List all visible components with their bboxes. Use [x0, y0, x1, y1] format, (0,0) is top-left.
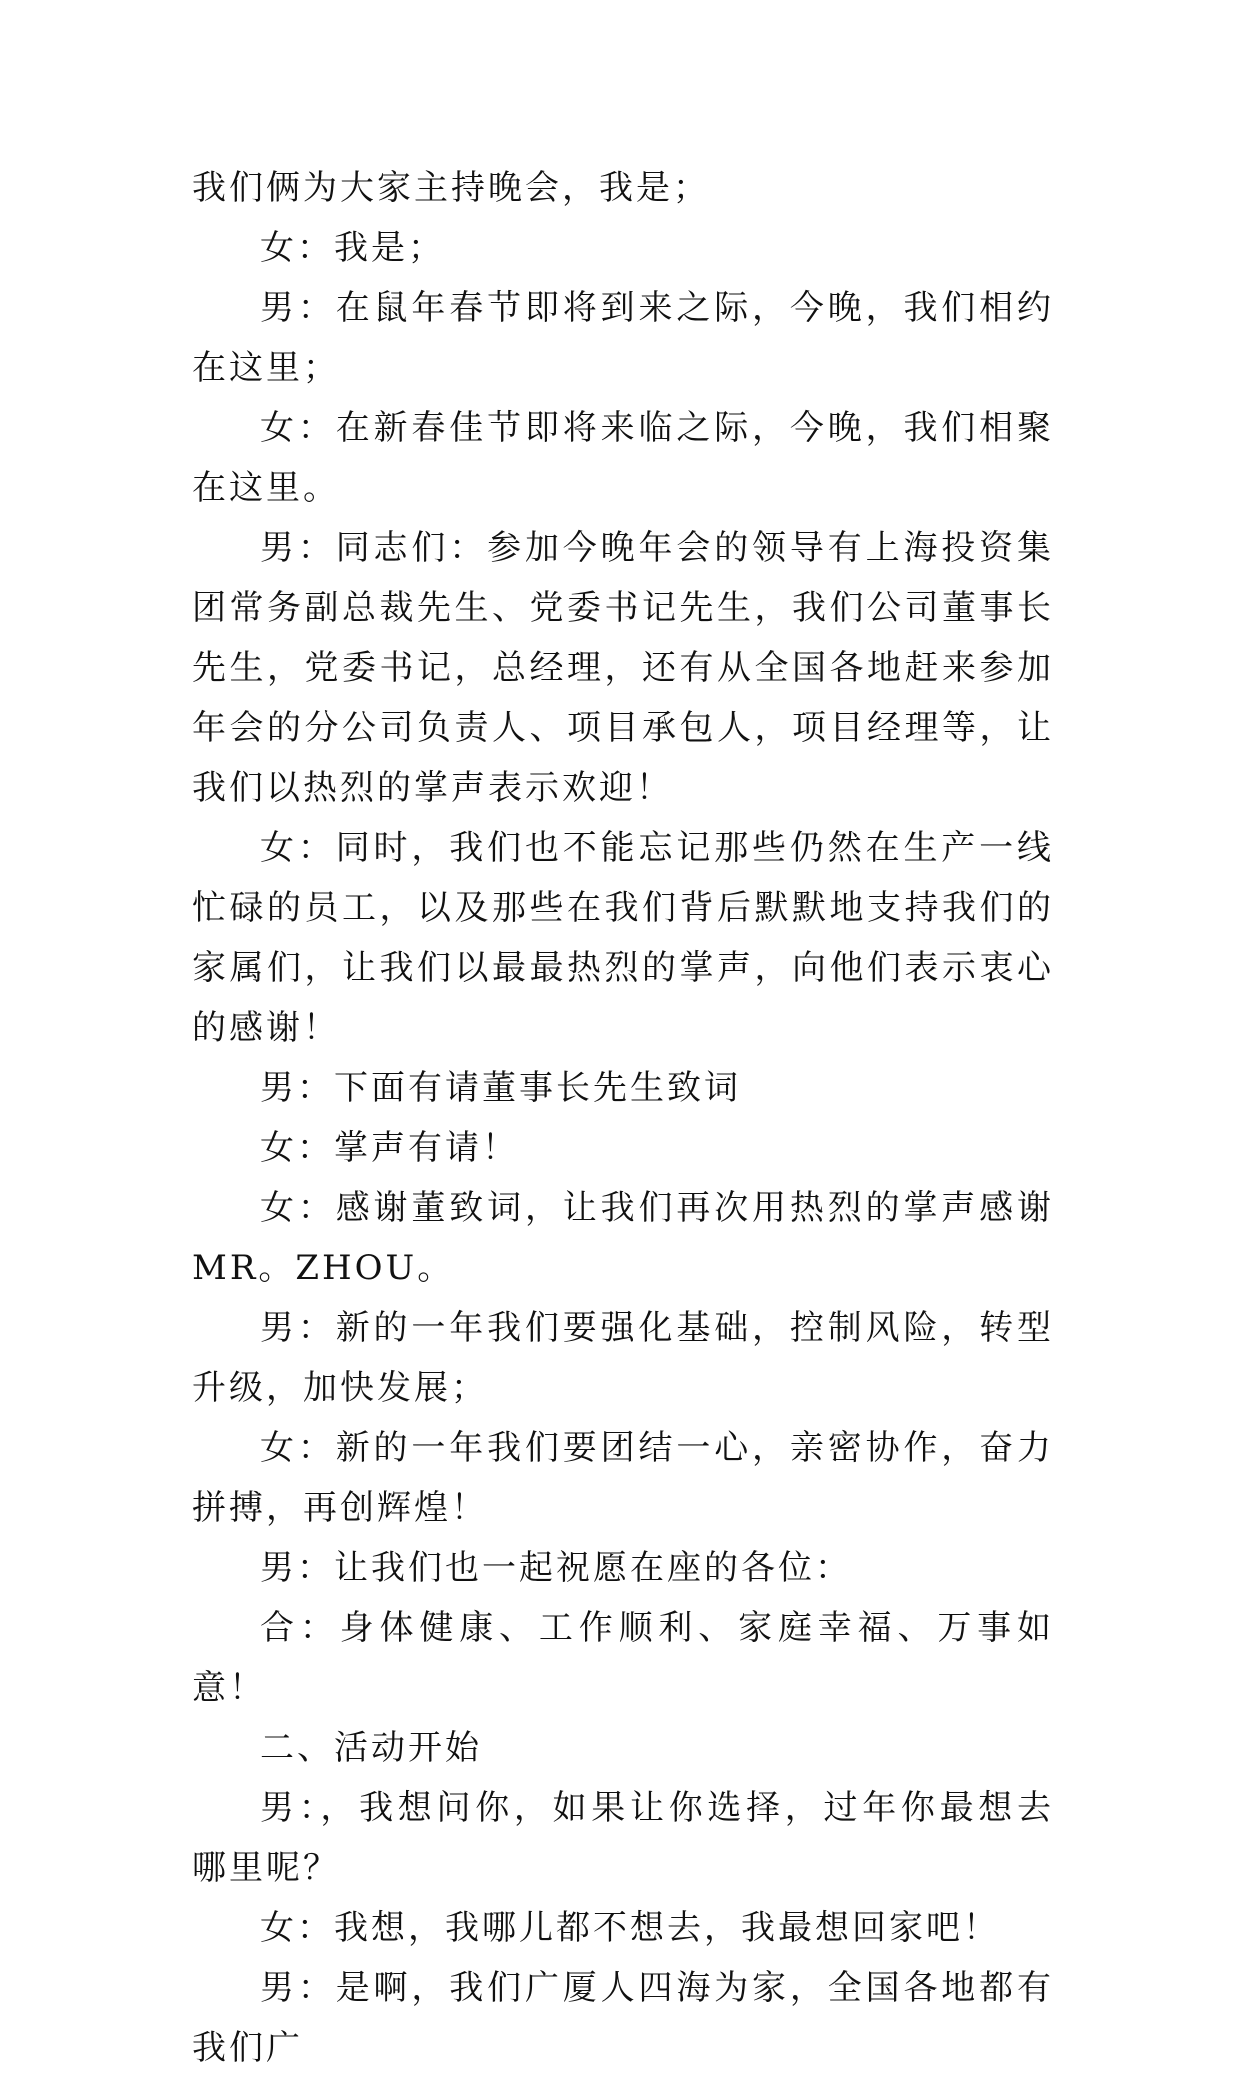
paragraph: 合：身体健康、工作顺利、家庭幸福、万事如意！ — [192, 1608, 1054, 1708]
paragraph: 男：在鼠年春节即将到来之际，今晚，我们相约在这里； — [192, 288, 1054, 388]
paragraph: 男：下面有请董事长先生致词 — [260, 1068, 741, 1108]
paragraph: 男：让我们也一起祝愿在座的各位： — [260, 1548, 852, 1588]
paragraph: 女：我想，我哪儿都不想去，我最想回家吧！ — [260, 1908, 1000, 1948]
section-heading: 二、活动开始 — [260, 1728, 482, 1768]
paragraph: 男：新的一年我们要强化基础，控制风险，转型升级，加快发展； — [192, 1308, 1054, 1408]
document-body — [192, 158, 1054, 2078]
paragraph: 我们俩为大家主持晚会，我是； — [192, 168, 710, 208]
paragraph: 女：同时，我们也不能忘记那些仍然在生产一线忙碌的员工，以及那些在我们背后默默地支持我们的家属们，让我们以最最热烈的掌声，向他们表示衷心的感谢！ — [192, 828, 1054, 1048]
paragraph: 女：新的一年我们要团结一心，亲密协作，奋力拼搏，再创辉煌！ — [192, 1428, 1054, 1528]
paragraph: 男：同志们：参加今晚年会的领导有上海投资集团常务副总裁先生、党委书记先生，我们公司董事长先生，党委书记，总经理，还有从全国各地赶来参加年会的分公司负责人、项目承包人，项目经理等，让我们以热烈的掌声表示欢迎！ — [192, 528, 1054, 808]
paragraph: 女：在新春佳节即将来临之际，今晚，我们相聚在这里。 — [192, 408, 1054, 508]
paragraph: 女：掌声有请！ — [260, 1128, 519, 1168]
paragraph: 男：，我想问你，如果让你选择，过年你最想去哪里呢？ — [192, 1788, 1054, 1888]
paragraph: 女：我是； — [260, 228, 445, 268]
paragraph: 女：感谢董致词，让我们再次用热烈的掌声感谢MR。ZHOU。 — [192, 1188, 1054, 1288]
paragraph: 男：是啊，我们广厦人四海为家，全国各地都有我们广 — [192, 1968, 1054, 2068]
